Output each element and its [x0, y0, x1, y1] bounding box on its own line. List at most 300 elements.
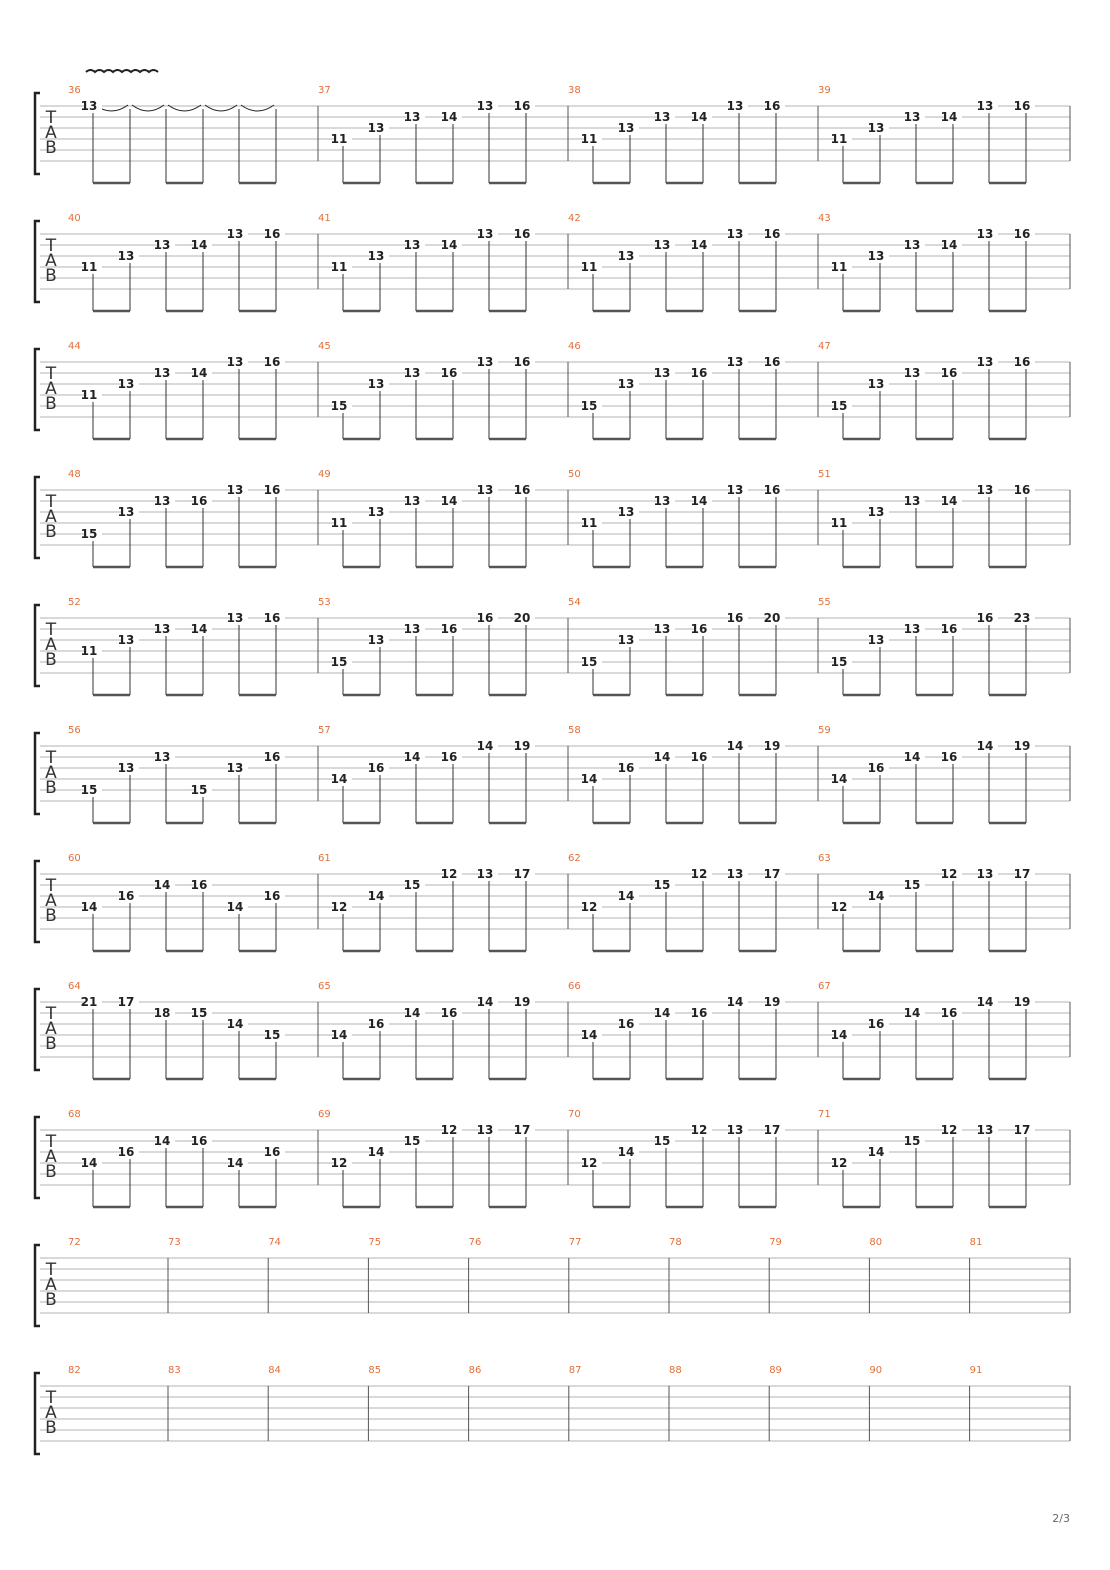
- fret-number: 16: [617, 1017, 635, 1031]
- fret-number: 16: [190, 1134, 208, 1148]
- fret-number: 17: [117, 995, 135, 1009]
- fret-number: 16: [1013, 99, 1031, 113]
- fret-number: 13: [726, 355, 744, 369]
- system-bracket: [35, 221, 40, 302]
- fret-number: 13: [226, 611, 244, 625]
- fret-number: 16: [940, 750, 958, 764]
- fret-number: 16: [440, 366, 458, 380]
- fret-number: 16: [263, 750, 281, 764]
- measure-number: 38: [568, 85, 581, 96]
- tab-clef-letter: T: [45, 748, 57, 768]
- fret-number: 20: [513, 611, 531, 625]
- fret-number: 12: [440, 867, 458, 881]
- fret-number: 16: [190, 494, 208, 508]
- fret-number: 14: [617, 1145, 635, 1159]
- fret-number: 20: [763, 611, 781, 625]
- fret-number: 21: [80, 995, 98, 1009]
- fret-number: 16: [440, 1006, 458, 1020]
- system-bracket: [35, 477, 40, 558]
- fret-number: 14: [903, 750, 921, 764]
- measure-number: 57: [318, 725, 331, 736]
- fret-number: 14: [726, 995, 744, 1009]
- fret-number: 14: [330, 1028, 348, 1042]
- fret-number: 14: [153, 878, 171, 892]
- fret-number: 17: [763, 1123, 781, 1137]
- measure-number: 52: [68, 597, 81, 608]
- fret-number: 19: [513, 995, 531, 1009]
- fret-number: 16: [263, 1145, 281, 1159]
- fret-number: 14: [903, 1006, 921, 1020]
- fret-number: 14: [330, 772, 348, 786]
- fret-number: 14: [476, 739, 494, 753]
- measure-number: 36: [68, 85, 81, 96]
- tab-clef-letter: B: [45, 394, 57, 414]
- fret-number: 12: [830, 900, 848, 914]
- fret-number: 16: [263, 611, 281, 625]
- fret-number: 13: [867, 121, 885, 135]
- fret-number: 14: [653, 1006, 671, 1020]
- fret-number: 13: [726, 99, 744, 113]
- measure-number: 82: [68, 1365, 81, 1376]
- fret-number: 14: [690, 494, 708, 508]
- fret-number: 13: [867, 377, 885, 391]
- fret-number: 13: [117, 505, 135, 519]
- fret-number: 13: [117, 633, 135, 647]
- fret-number: 13: [476, 1123, 494, 1137]
- fret-number: 14: [367, 1145, 385, 1159]
- fret-number: 11: [580, 516, 598, 530]
- fret-number: 13: [867, 505, 885, 519]
- fret-number: 16: [940, 622, 958, 636]
- measure-number: 56: [68, 725, 81, 736]
- fret-number: 14: [440, 110, 458, 124]
- fret-number: 13: [476, 483, 494, 497]
- fret-number: 12: [330, 900, 348, 914]
- fret-number: 14: [190, 238, 208, 252]
- fret-number: 16: [617, 761, 635, 775]
- fret-number: 13: [403, 110, 421, 124]
- measure-number: 89: [769, 1365, 782, 1376]
- fret-number: 16: [117, 1145, 135, 1159]
- fret-number: 13: [153, 366, 171, 380]
- tab-clef-letter: B: [45, 1162, 57, 1182]
- measure-number: 61: [318, 853, 331, 864]
- system-bracket: [35, 733, 40, 814]
- fret-number: 13: [976, 483, 994, 497]
- fret-number: 17: [1013, 1123, 1031, 1137]
- fret-number: 14: [580, 772, 598, 786]
- fret-number: 13: [367, 249, 385, 263]
- fret-number: 12: [690, 1123, 708, 1137]
- tab-clef-letter: T: [45, 876, 57, 896]
- tab-clef-letter: A: [45, 763, 57, 783]
- fret-number: 14: [226, 1017, 244, 1031]
- system-bracket: [35, 349, 40, 430]
- tab-clef-letter: A: [45, 507, 57, 527]
- fret-number: 14: [867, 889, 885, 903]
- measure-number: 70: [568, 1109, 581, 1120]
- system-bracket: [35, 1373, 40, 1454]
- fret-number: 16: [513, 227, 531, 241]
- tab-clef-letter: A: [45, 1403, 57, 1423]
- fret-number: 16: [513, 355, 531, 369]
- measure-number: 75: [368, 1237, 382, 1248]
- measure-number: 80: [869, 1237, 883, 1248]
- system-bracket: [35, 1245, 40, 1326]
- fret-number: 14: [403, 1006, 421, 1020]
- fret-number: 13: [653, 238, 671, 252]
- tab-clef-letter: B: [45, 266, 57, 286]
- measure-number: 78: [669, 1237, 682, 1248]
- tab-clef-letter: B: [45, 138, 57, 158]
- fret-number: 13: [867, 249, 885, 263]
- fret-number: 11: [80, 644, 98, 658]
- fret-number: 13: [153, 494, 171, 508]
- fret-number: 15: [80, 783, 98, 797]
- fret-number: 11: [580, 132, 598, 146]
- fret-number: 13: [153, 238, 171, 252]
- fret-number: 13: [976, 1123, 994, 1137]
- tab-clef-letter: A: [45, 1275, 57, 1295]
- fret-number: 15: [830, 399, 848, 413]
- measure-number: 79: [769, 1237, 782, 1248]
- measure-number: 87: [568, 1365, 582, 1376]
- tab-clef-letter: A: [45, 379, 57, 399]
- fret-number: 13: [117, 249, 135, 263]
- fret-number: 13: [617, 377, 635, 391]
- fret-number: 13: [617, 505, 635, 519]
- fret-number: 15: [403, 878, 421, 892]
- fret-number: 16: [690, 622, 708, 636]
- fret-number: 19: [763, 739, 781, 753]
- fret-number: 12: [940, 867, 958, 881]
- tab-clef-letter: B: [45, 778, 57, 798]
- measure-number: 37: [318, 85, 331, 96]
- fret-number: 13: [617, 121, 635, 135]
- tab-clef-letter: A: [45, 635, 57, 655]
- fret-number: 13: [403, 238, 421, 252]
- tab-clef-letter: T: [45, 620, 57, 640]
- fret-number: 15: [653, 878, 671, 892]
- measure-number: 44: [68, 341, 81, 352]
- fret-number: 14: [80, 900, 98, 914]
- fret-number: 15: [580, 399, 598, 413]
- fret-number: 14: [617, 889, 635, 903]
- fret-number: 14: [830, 1028, 848, 1042]
- fret-number: 16: [263, 889, 281, 903]
- fret-number: 16: [867, 761, 885, 775]
- measure-number: 83: [168, 1365, 181, 1376]
- fret-number: 14: [440, 494, 458, 508]
- fret-number: 12: [580, 1156, 598, 1170]
- fret-number: 16: [476, 611, 494, 625]
- fret-number: 13: [617, 249, 635, 263]
- fret-number: 16: [763, 483, 781, 497]
- fret-number: 11: [830, 516, 848, 530]
- fret-number: 14: [940, 238, 958, 252]
- tab-clef-letter: T: [45, 108, 57, 128]
- fret-number: 17: [513, 867, 531, 881]
- fret-number: 16: [726, 611, 744, 625]
- measure-number: 41: [318, 213, 331, 224]
- fret-number: 19: [763, 995, 781, 1009]
- tab-clef-letter: T: [45, 236, 57, 256]
- fret-number: 13: [653, 622, 671, 636]
- fret-number: 15: [190, 783, 208, 797]
- page-number: 2/3: [1052, 1512, 1070, 1525]
- tab-clef-letter: B: [45, 1034, 57, 1054]
- fret-number: 17: [1013, 867, 1031, 881]
- measure-number: 54: [568, 597, 581, 608]
- measure-number: 91: [969, 1365, 983, 1376]
- fret-number: 13: [117, 377, 135, 391]
- fret-number: 16: [763, 227, 781, 241]
- fret-number: 13: [903, 366, 921, 380]
- measure-number: 42: [568, 213, 581, 224]
- measure-number: 84: [268, 1365, 281, 1376]
- measure-number: 65: [318, 981, 331, 992]
- fret-number: 23: [1013, 611, 1031, 625]
- fret-number: 13: [867, 633, 885, 647]
- fret-number: 15: [263, 1028, 281, 1042]
- tab-clef-letter: T: [45, 1260, 57, 1280]
- fret-number: 16: [1013, 227, 1031, 241]
- tab-clef-letter: T: [45, 1004, 57, 1024]
- fret-number: 15: [903, 878, 921, 892]
- fret-number: 16: [976, 611, 994, 625]
- system-bracket: [35, 861, 40, 942]
- fret-number: 14: [976, 995, 994, 1009]
- fret-number: 13: [226, 761, 244, 775]
- fret-number: 13: [117, 761, 135, 775]
- measure-number: 47: [818, 341, 831, 352]
- fret-number: 14: [190, 622, 208, 636]
- fret-number: 14: [830, 772, 848, 786]
- fret-number: 13: [226, 483, 244, 497]
- measure-number: 71: [818, 1109, 831, 1120]
- fret-number: 16: [690, 1006, 708, 1020]
- fret-number: 19: [1013, 739, 1031, 753]
- system-bracket: [35, 1117, 40, 1198]
- measure-number: 63: [818, 853, 831, 864]
- fret-number: 13: [476, 355, 494, 369]
- fret-number: 14: [690, 110, 708, 124]
- fret-number: 11: [80, 388, 98, 402]
- fret-number: 14: [726, 739, 744, 753]
- system-bracket: [35, 989, 40, 1070]
- fret-number: 13: [80, 99, 98, 113]
- fret-number: 16: [513, 483, 531, 497]
- measure-number: 86: [468, 1365, 482, 1376]
- fret-number: 13: [903, 494, 921, 508]
- fret-number: 11: [580, 260, 598, 274]
- fret-number: 14: [80, 1156, 98, 1170]
- fret-number: 16: [940, 1006, 958, 1020]
- fret-number: 11: [830, 132, 848, 146]
- fret-number: 13: [726, 483, 744, 497]
- measure-number: 88: [669, 1365, 682, 1376]
- fret-number: 12: [830, 1156, 848, 1170]
- fret-number: 12: [690, 867, 708, 881]
- fret-number: 14: [226, 1156, 244, 1170]
- measure-number: 69: [318, 1109, 331, 1120]
- fret-number: 16: [763, 99, 781, 113]
- measure-number: 45: [318, 341, 331, 352]
- tab-clef-letter: A: [45, 123, 57, 143]
- fret-number: 13: [976, 227, 994, 241]
- fret-number: 16: [117, 889, 135, 903]
- fret-number: 14: [403, 750, 421, 764]
- measure-number: 59: [818, 725, 831, 736]
- measure-number: 48: [68, 469, 81, 480]
- measure-number: 76: [468, 1237, 482, 1248]
- fret-number: 13: [726, 867, 744, 881]
- measure-number: 58: [568, 725, 581, 736]
- fret-number: 13: [476, 867, 494, 881]
- measure-number: 43: [818, 213, 831, 224]
- fret-number: 14: [653, 750, 671, 764]
- fret-number: 14: [153, 1134, 171, 1148]
- fret-number: 13: [903, 238, 921, 252]
- fret-number: 15: [580, 655, 598, 669]
- fret-number: 14: [940, 110, 958, 124]
- fret-number: 13: [367, 633, 385, 647]
- fret-number: 16: [367, 761, 385, 775]
- fret-number: 16: [440, 622, 458, 636]
- fret-number: 16: [263, 483, 281, 497]
- tab-clef-letter: B: [45, 1290, 57, 1310]
- fret-number: 14: [940, 494, 958, 508]
- fret-number: 14: [440, 238, 458, 252]
- fret-number: 15: [330, 655, 348, 669]
- fret-number: 15: [190, 1006, 208, 1020]
- tab-clef-letter: A: [45, 1019, 57, 1039]
- tab-clef-letter: A: [45, 251, 57, 271]
- measure-number: 40: [68, 213, 81, 224]
- fret-number: 17: [513, 1123, 531, 1137]
- fret-number: 16: [867, 1017, 885, 1031]
- fret-number: 13: [367, 505, 385, 519]
- fret-number: 11: [330, 516, 348, 530]
- fret-number: 15: [653, 1134, 671, 1148]
- tab-clef-letter: T: [45, 1388, 57, 1408]
- fret-number: 14: [476, 995, 494, 1009]
- measure-number: 90: [869, 1365, 883, 1376]
- tab-clef-letter: B: [45, 650, 57, 670]
- fret-number: 13: [153, 622, 171, 636]
- fret-number: 16: [1013, 355, 1031, 369]
- measure-number: 67: [818, 981, 831, 992]
- fret-number: 13: [903, 622, 921, 636]
- fret-number: 13: [976, 99, 994, 113]
- measure-number: 50: [568, 469, 581, 480]
- fret-number: 13: [476, 227, 494, 241]
- fret-number: 19: [513, 739, 531, 753]
- fret-number: 14: [867, 1145, 885, 1159]
- fret-number: 13: [226, 227, 244, 241]
- fret-number: 13: [653, 110, 671, 124]
- fret-number: 11: [830, 260, 848, 274]
- measure-number: 39: [818, 85, 831, 96]
- fret-number: 12: [330, 1156, 348, 1170]
- fret-number: 13: [153, 750, 171, 764]
- measure-number: 81: [969, 1237, 983, 1248]
- fret-number: 13: [653, 494, 671, 508]
- fret-number: 14: [367, 889, 385, 903]
- fret-number: 13: [976, 355, 994, 369]
- fret-number: 19: [1013, 995, 1031, 1009]
- fret-number: 13: [476, 99, 494, 113]
- tab-clef-letter: T: [45, 492, 57, 512]
- fret-number: 14: [580, 1028, 598, 1042]
- fret-number: 16: [513, 99, 531, 113]
- measure-number: 46: [568, 341, 581, 352]
- measure-number: 64: [68, 981, 81, 992]
- measure-number: 55: [818, 597, 831, 608]
- tab-clef-letter: A: [45, 1147, 57, 1167]
- measure-number: 73: [168, 1237, 181, 1248]
- measure-number: 85: [368, 1365, 382, 1376]
- measure-number: 74: [268, 1237, 281, 1248]
- fret-number: 14: [976, 739, 994, 753]
- fret-number: 11: [330, 132, 348, 146]
- fret-number: 15: [403, 1134, 421, 1148]
- fret-number: 13: [976, 867, 994, 881]
- fret-number: 13: [726, 1123, 744, 1137]
- fret-number: 15: [903, 1134, 921, 1148]
- fret-number: 14: [190, 366, 208, 380]
- measure-number: 51: [818, 469, 831, 480]
- fret-number: 12: [940, 1123, 958, 1137]
- tab-clef-letter: T: [45, 1132, 57, 1152]
- fret-number: 16: [690, 366, 708, 380]
- fret-number: 14: [690, 238, 708, 252]
- fret-number: 16: [367, 1017, 385, 1031]
- fret-number: 12: [440, 1123, 458, 1137]
- fret-number: 15: [330, 399, 348, 413]
- system-bracket: [35, 605, 40, 686]
- tab-clef-letter: B: [45, 1418, 57, 1438]
- fret-number: 17: [763, 867, 781, 881]
- measure-number: 72: [68, 1237, 81, 1248]
- fret-number: 14: [226, 900, 244, 914]
- vibrato-mark: [86, 70, 158, 72]
- fret-number: 15: [830, 655, 848, 669]
- tab-clef-letter: B: [45, 906, 57, 926]
- tab-clef-letter: A: [45, 891, 57, 911]
- system-bracket: [35, 93, 40, 174]
- fret-number: 13: [367, 377, 385, 391]
- fret-number: 11: [80, 260, 98, 274]
- measure-number: 62: [568, 853, 581, 864]
- fret-number: 13: [653, 366, 671, 380]
- fret-number: 13: [403, 622, 421, 636]
- fret-number: 13: [617, 633, 635, 647]
- measure-number: 77: [568, 1237, 582, 1248]
- fret-number: 16: [263, 355, 281, 369]
- fret-number: 18: [153, 1006, 171, 1020]
- tab-clef-letter: T: [45, 364, 57, 384]
- measure-number: 60: [68, 853, 81, 864]
- fret-number: 16: [190, 878, 208, 892]
- fret-number: 12: [580, 900, 598, 914]
- fret-number: 13: [226, 355, 244, 369]
- measure-number: 53: [318, 597, 331, 608]
- measure-number: 68: [68, 1109, 81, 1120]
- fret-number: 16: [763, 355, 781, 369]
- fret-number: 13: [403, 494, 421, 508]
- fret-number: 16: [1013, 483, 1031, 497]
